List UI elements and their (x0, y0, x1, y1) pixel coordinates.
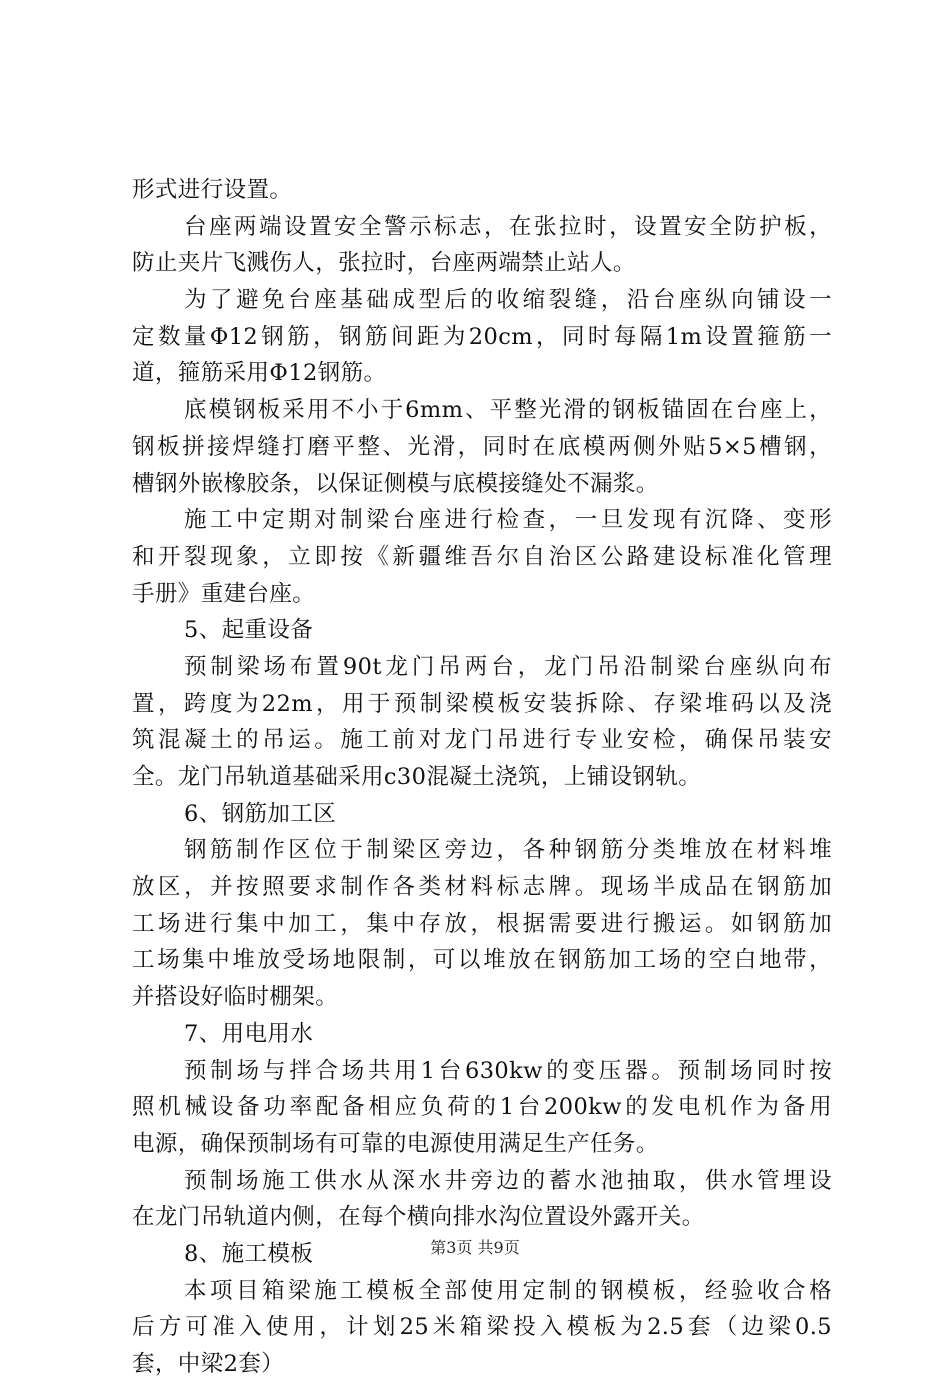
text-line: 8、施工模板 (184, 1240, 314, 1267)
text-line: 槽钢外嵌橡胶条，以保证侧模与底模接缝处不漏浆。 (132, 470, 659, 497)
text-line: 放区，并按照要求制作各类材料标志牌。现场半成品在钢筋加 (132, 874, 832, 901)
text-line: 在龙门吊轨道内侧，在每个横向排水沟位置设外露开关。 (132, 1204, 705, 1231)
text-line: 5、起重设备 (184, 617, 314, 644)
text-line: 后方可准入使用，计划25米箱梁投入模板为2.5套（边梁0.5 (132, 1314, 832, 1341)
text-line: 套，中梁2套） (132, 1351, 285, 1377)
text-line: 预制场与拌合场共用1台630kw的变压器。预制场同时按 (184, 1057, 832, 1084)
text-line: 道，箍筋采用Φ12钢筋。 (132, 360, 387, 387)
text-line: 预制场施工供水从深水井旁边的蓄水池抽取，供水管埋设 (184, 1167, 832, 1194)
text-line: 全。龙门吊轨道基础采用c30混凝土浇筑，上铺设钢轨。 (132, 764, 702, 790)
text-line: 底模钢板采用不小于6mm、平整光滑的钢板锚固在台座上， (184, 397, 832, 424)
text-line: 定数量Φ12钢筋，钢筋间距为20cm，同时每隔1m设置箍筋一 (132, 323, 832, 350)
page-footer: 第3页 共9页 (430, 1238, 520, 1257)
text-line: 台座两端设置安全警示标志，在张拉时，设置安全防护板， (184, 213, 832, 240)
text-line: 并搭设好临时棚架。 (132, 984, 339, 1011)
text-line: 手册》重建台座。 (132, 580, 316, 607)
text-line: 施工中定期对制梁台座进行检查，一旦发现有沉降、变形 (184, 507, 832, 534)
text-line: 7、用电用水 (184, 1020, 314, 1047)
text-line: 本项目箱梁施工模板全部使用定制的钢模板，经验收合格 (184, 1277, 832, 1304)
text-line: 钢板拼接焊缝打磨平整、光滑，同时在底模两侧外贴5×5槽钢， (132, 433, 832, 460)
text-line: 钢筋制作区位于制梁区旁边，各种钢筋分类堆放在材料堆 (184, 837, 832, 864)
text-line: 置，跨度为22m，用于预制梁模板安装拆除、存梁堆码以及浇 (132, 690, 832, 717)
text-line: 6、钢筋加工区 (184, 800, 337, 827)
text-line: 和开裂现象，立即按《新疆维吾尔自治区公路建设标准化管理 (132, 543, 832, 570)
text-line: 筑混凝土的吊运。施工前对龙门吊进行专业安检，确保吊装安 (132, 727, 832, 754)
text-line: 形式进行设置。 (132, 177, 293, 203)
text-line: 照机械设备功率配备相应负荷的1台200kw的发电机作为备用 (132, 1094, 832, 1121)
text-line: 为了避免台座基础成型后的收缩裂缝，沿台座纵向铺设一 (184, 287, 832, 314)
text-line: 电源，确保预制场有可靠的电源使用满足生产任务。 (132, 1130, 659, 1157)
document-body (132, 172, 832, 1383)
text-line: 预制梁场布置90t龙门吊两台，龙门吊沿制梁台座纵向布 (184, 653, 832, 680)
text-line: 工场集中堆放受场地限制，可以堆放在钢筋加工场的空白地带， (132, 947, 832, 974)
text-line: 工场进行集中加工，集中存放，根据需要进行搬运。如钢筋加 (132, 910, 832, 937)
text-line: 防止夹片飞溅伤人，张拉时，台座两端禁止站人。 (132, 250, 636, 277)
